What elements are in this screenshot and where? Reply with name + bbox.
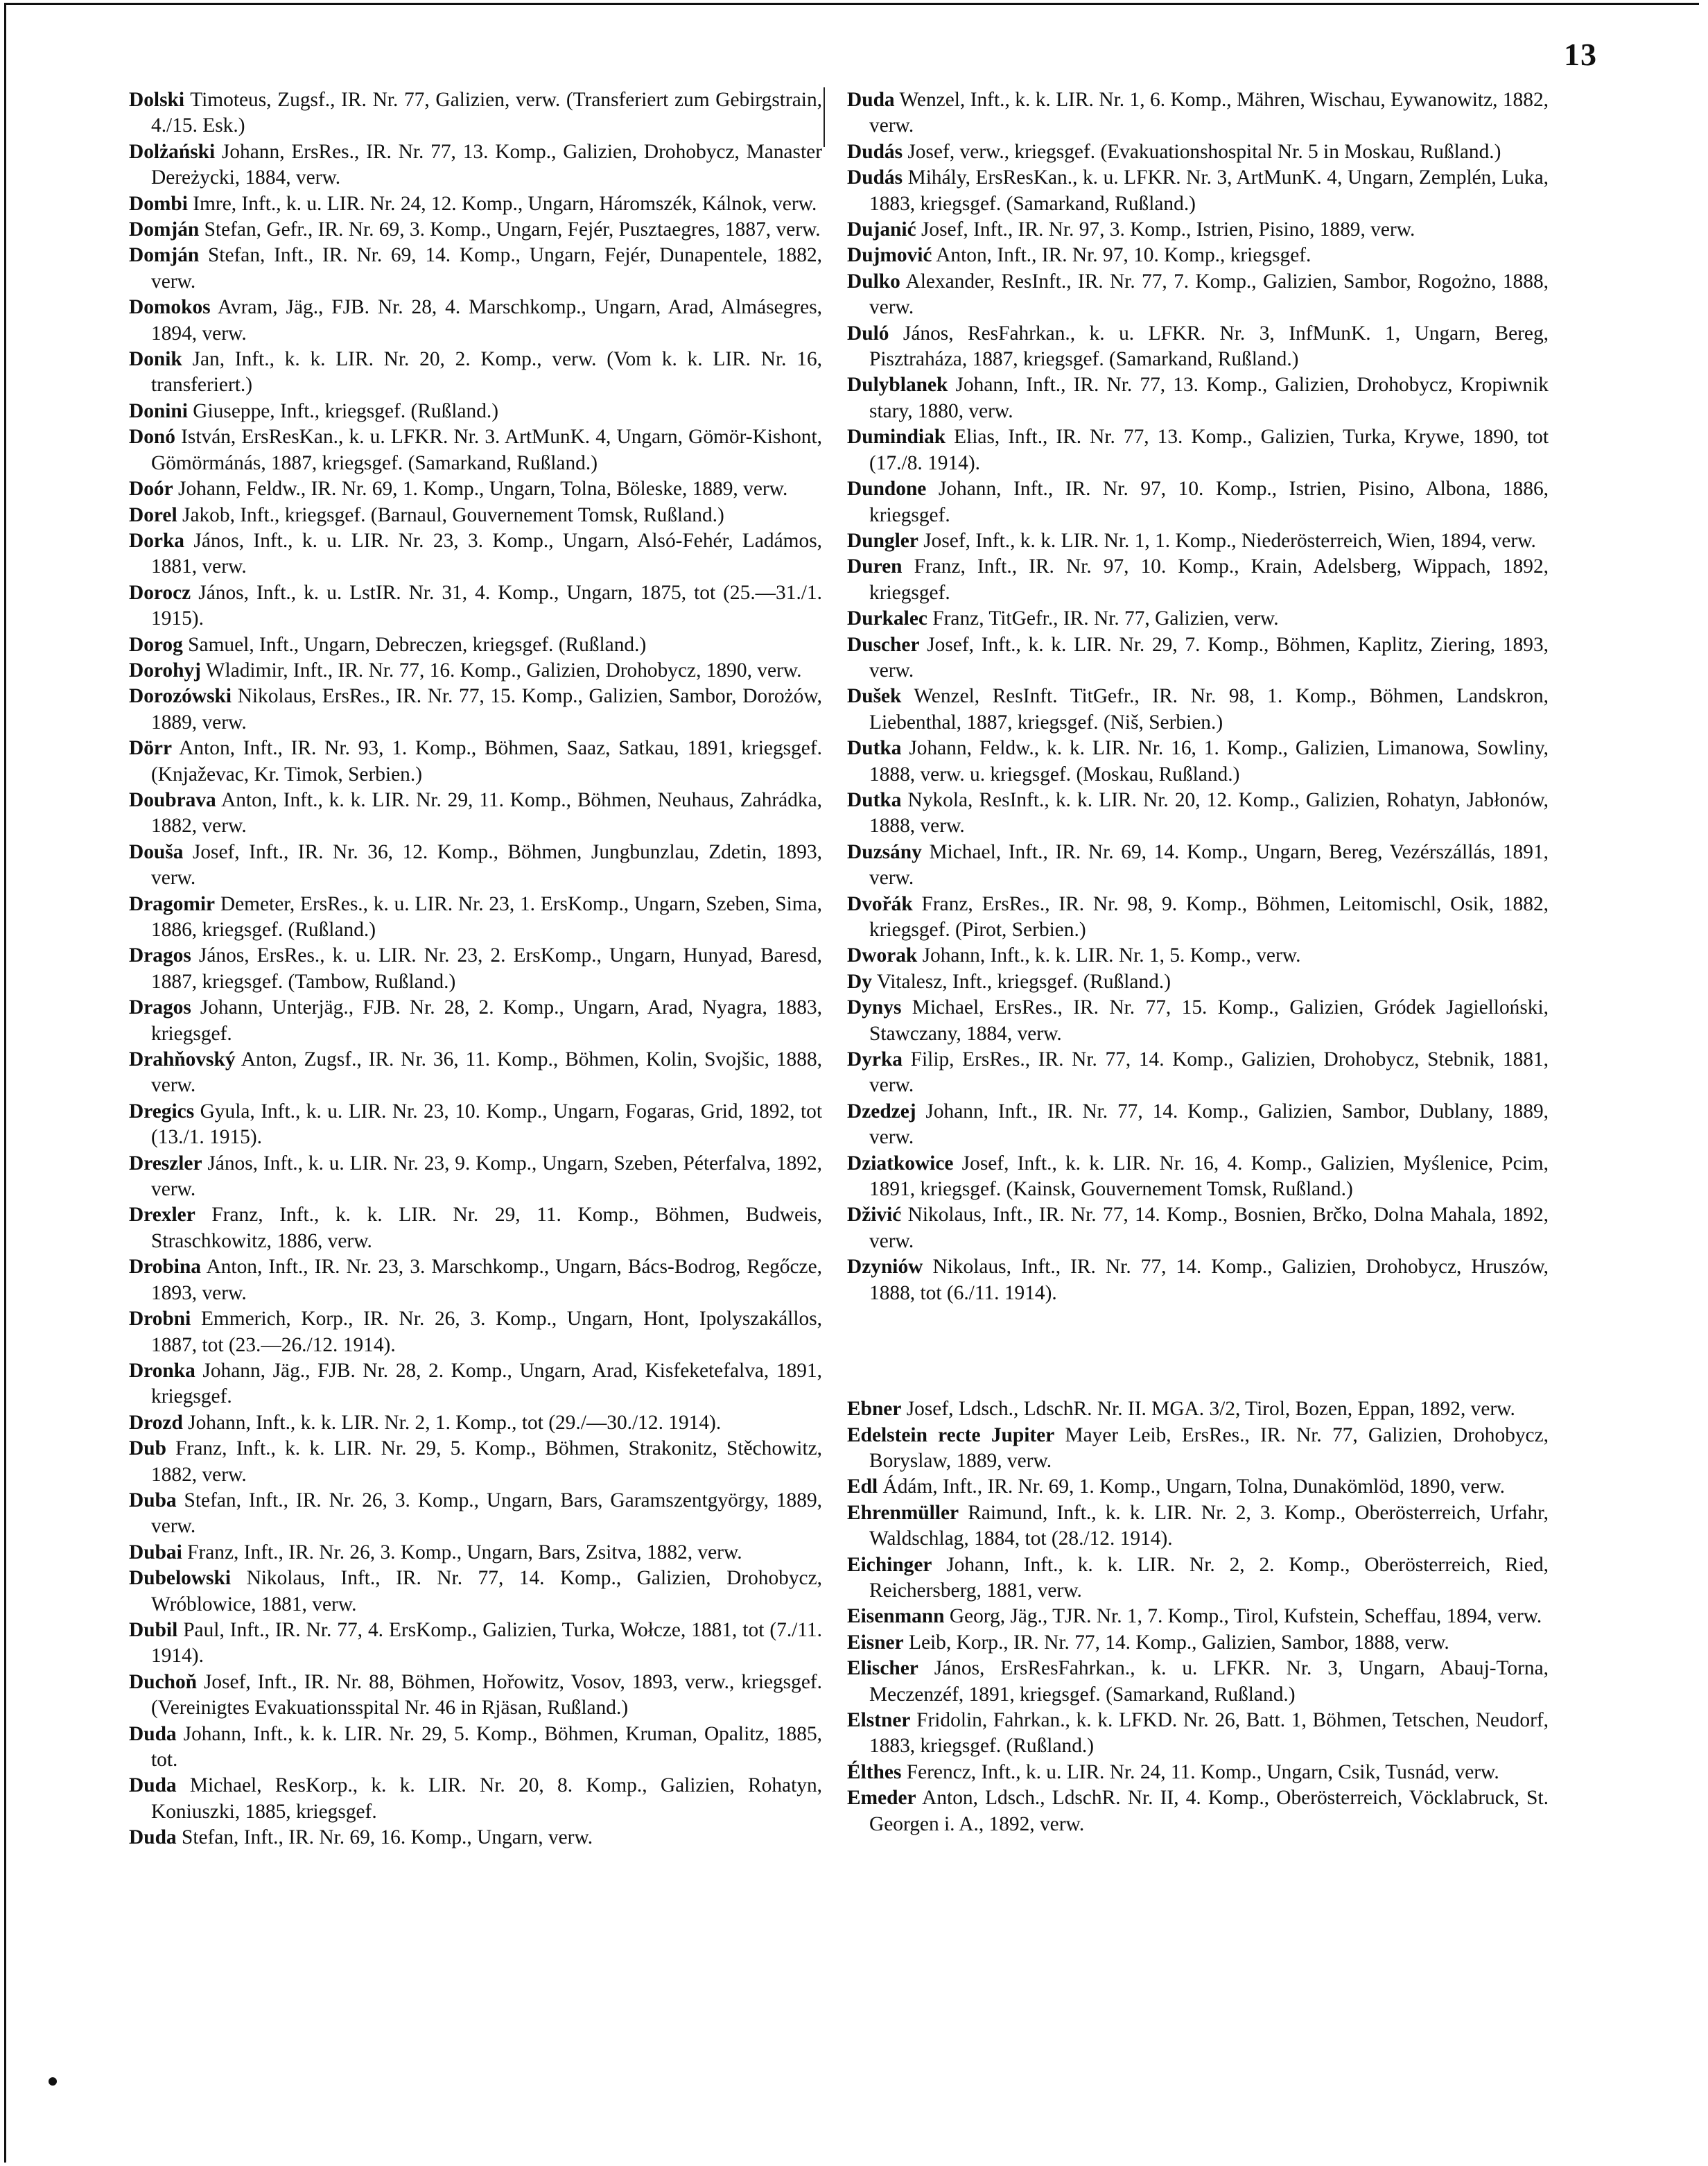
entry-surname: Dragos [129,996,191,1019]
entry-surname: Eisenmann [847,1605,945,1628]
entry-details: Franz, Inft., IR. Nr. 97, 10. Komp., Krain, Adelsberg, Wippach, 1892, kriegsgef. [869,555,1549,604]
register-entry [847,1396,1549,1422]
entry-surname: Duló [847,322,889,345]
register-entry [847,840,1549,892]
entry-surname: Duba [129,1489,177,1511]
entry-details: István, ErsResKan., k. u. LFKR. Nr. 3. ArtMunK. 4, Ungarn, Gömör-Kishont, Gömörmánás, 1887, kriegsgef. (Samarkand, Rußland.) [151,426,822,474]
entry-surname: Dörr [129,737,173,760]
entry-details: Paul, Inft., IR. Nr. 77, 4. ErsKomp., Galizien, Turka, Wołcze, 1881, tot (7./11. 1914). [151,1618,822,1667]
entry-details: Nikolaus, Inft., IR. Nr. 77, 14. Komp., Bosnien, Brčko, Dolna Mahala, 1892, verw. [869,1204,1549,1252]
entry-surname: Ebner [847,1398,902,1421]
entry-details: Ferencz, Inft., k. u. LIR. Nr. 24, 11. Komp., Ungarn, Csik, Tusnád, verw. [901,1760,1499,1783]
entry-details: Filip, ErsRes., IR. Nr. 77, 14. Komp., Galizien, Drohobycz, Stebnik, 1881, verw. [869,1048,1549,1097]
entry-surname: Elischer [847,1657,918,1680]
register-entry [129,943,822,995]
entry-details: Mayer Leib, ErsRes., IR. Nr. 77, Galizien, Drohobycz, Boryslaw, 1889, verw. [869,1423,1549,1472]
entry-surname: Duscher [847,633,920,656]
entry-surname: Dynys [847,996,902,1019]
register-entry [847,321,1549,373]
entry-details: Johann, Jäg., FJB. Nr. 28, 2. Komp., Ungarn, Arad, Kisfeketefalva, 1891, kriegsgef. [151,1359,822,1408]
entry-surname: Domján [129,244,200,267]
entry-surname: Eichinger [847,1553,932,1576]
entry-details: Franz, Inft., k. k. LIR. Nr. 29, 11. Komp., Böhmen, Budweis, Straschkowitz, 1886, verw. [151,1204,822,1252]
entry-surname: Dujmović [847,244,932,267]
register-entry [847,1630,1549,1656]
register-entry [129,1436,822,1488]
register-entry [847,736,1549,788]
right-column [847,87,1549,1837]
entry-surname: Dubil [129,1618,178,1641]
entry-details: Anton, Inft., IR. Nr. 23, 3. Marschkomp., Ungarn, Bács-Bodrog, Regőcze, 1893, verw. [151,1256,822,1304]
entry-details: Josef, Inft., k. k. LIR. Nr. 1, 1. Komp., Niederösterreich, Wien, 1894, verw. [918,529,1536,552]
entry-surname: Donó [129,426,175,449]
entry-details: Anton, Ldsch., LdschR. Nr. II, 4. Komp., Oberösterreich, Vöcklabruck, St. Georgen i. A., 1892, verw. [869,1787,1549,1835]
entry-surname: Duzsány [847,840,922,863]
entry-surname: Edelstein recte Jupiter [847,1423,1055,1446]
entry-details: János, ResFahrkan., k. u. LFKR. Nr. 3, InfMunK. 1, Ungarn, Bereg, Pisztraháza, 1887, kriegsgef. (Samarkand, Rußland.) [869,322,1549,371]
entry-surname: Domokos [129,296,211,319]
register-entry [129,1825,822,1851]
entry-details: Michael, ResKorp., k. k. LIR. Nr. 20, 8. Komp., Galizien, Rohatyn, Koniuszki, 1885, kriegsgef. [151,1774,822,1823]
register-entry [847,892,1549,944]
entry-details: Wenzel, Inft., k. k. LIR. Nr. 1, 6. Komp., Mähren, Wischau, Eywanowitz, 1882, verw. [869,89,1549,137]
register-entry [129,1202,822,1254]
register-entry [129,1540,822,1566]
entry-details: Jan, Inft., k. k. LIR. Nr. 20, 2. Komp., verw. (Vom k. k. LIR. Nr. 16, transferiert.) [151,348,822,397]
entry-details: Franz, Inft., k. k. LIR. Nr. 29, 5. Komp., Böhmen, Strakonitz, Stěchowitz, 1882, verw. [151,1437,822,1486]
entry-surname: Dulko [847,270,900,293]
register-entry [847,1254,1549,1306]
entry-details: Nykola, ResInft., k. k. LIR. Nr. 20, 12. Komp., Galizien, Rohatyn, Jabłonów, 1888, verw. [869,788,1549,838]
entry-details: Raimund, Inft., k. k. LIR. Nr. 2, 3. Komp., Oberösterreich, Urfahr, Waldschlag, 1884, tot (28./12. 1914). [869,1501,1549,1550]
entry-surname: Dronka [129,1359,195,1382]
register-entry [847,1099,1549,1151]
register-entry [847,788,1549,840]
entry-surname: Dub [129,1437,166,1460]
entry-details: Jakob, Inft., kriegsgef. (Barnaul, Gouvernement Tomsk, Rußland.) [177,503,724,526]
register-entry [847,684,1549,736]
entry-surname: Dubai [129,1541,182,1563]
register-entry [129,139,822,191]
register-entry [129,1618,822,1670]
entry-details: Timoteus, Zugsf., IR. Nr. 77, Galizien, verw. (Transferiert zum Gebirgstrain, 4./15. Esk.) [151,89,822,137]
entry-surname: Dudás [847,140,903,163]
register-entry [129,1410,822,1436]
register-entry [847,1151,1549,1203]
entry-details: Josef, Inft., IR. Nr. 97, 3. Komp., Istrien, Pisino, 1889, verw. [916,218,1415,241]
entry-details: Leib, Korp., IR. Nr. 77, 14. Komp., Galizien, Sambor, 1888, verw. [903,1631,1449,1654]
register-entry [847,943,1549,969]
entry-details: Samuel, Inft., Ungarn, Debreczen, kriegsgef. (Rußland.) [182,633,647,656]
entry-details: Ádám, Inft., IR. Nr. 69, 1. Komp., Ungarn, Tolna, Dunakömlöd, 1890, verw. [878,1475,1505,1498]
entry-surname: Dzyniów [847,1256,923,1279]
entry-surname: Edl [847,1475,878,1498]
entry-surname: Dulyblanek [847,374,948,397]
register-entry [129,1670,822,1722]
entry-details: Johann, Inft., k. k. LIR. Nr. 2, 2. Komp., Oberösterreich, Ried, Reichersberg, 1881, verw. [869,1553,1549,1602]
register-entry [129,788,822,840]
register-entry [129,684,822,736]
entry-details: Johann, Inft., k. k. LIR. Nr. 29, 5. Komp., Böhmen, Kruman, Opalitz, 1885, tot. [151,1722,822,1771]
entry-surname: Dungler [847,529,918,552]
register-entry [129,892,822,944]
section-gap [847,1306,1549,1396]
column-divider [824,87,825,147]
register-entry [847,139,1549,165]
register-entry [847,1047,1549,1099]
register-entry [129,87,822,139]
register-entry [129,1358,822,1410]
entry-surname: Drobina [129,1256,201,1279]
entry-details: Mihály, ErsResKan., k. u. LFKR. Nr. 3, ArtMunK. 4, Ungarn, Zemplén, Luka, 1883, kriegsgef. (Samarkand, Rußland.) [869,166,1549,215]
entry-details: Stefan, Inft., IR. Nr. 69, 16. Komp., Ungarn, verw. [176,1826,593,1849]
register-entry [129,476,822,502]
register-entry [129,503,822,528]
register-entry [847,1656,1549,1708]
entry-surname: Dyrka [847,1048,903,1071]
entry-details: Johann, Unterjäg., FJB. Nr. 28, 2. Komp., Ungarn, Arad, Nyagra, 1883, kriegsgef. [151,996,822,1045]
entry-surname: Drexler [129,1204,195,1227]
entry-surname: Douša [129,840,184,863]
entry-details: Vitalesz, Inft., kriegsgef. (Rußland.) [871,970,1171,993]
entry-surname: Dworak [847,944,918,967]
entry-surname: Dundone [847,478,927,501]
entry-details: Franz, ErsRes., IR. Nr. 98, 9. Komp., Böhmen, Leitomischl, Osik, 1882, kriegsgef. (Pirot, Serbien.) [869,892,1549,941]
entry-details: Franz, TitGefr., IR. Nr. 77, Galizien, verw. [927,607,1279,630]
entry-surname: Duda [129,1722,177,1745]
entry-surname: Dorka [129,529,185,552]
entry-surname: Dživić [847,1204,902,1227]
register-entry [847,1760,1549,1785]
entry-surname: Dutka [847,737,902,760]
register-entry [847,1423,1549,1475]
register-entry [847,1604,1549,1629]
entry-surname: Donik [129,348,182,371]
entry-details: Johann, Feldw., IR. Nr. 69, 1. Komp., Ungarn, Tolna, Böleske, 1889, verw. [173,478,788,501]
entry-surname: Elstner [847,1708,911,1731]
entry-details: János, ErsResFahrkan., k. u. LFKR. Nr. 3, Ungarn, Abauj-Torna, Meczenzéf, 1891, kriegsgef. (Samarkand, Rußland.) [869,1657,1549,1706]
entry-details: Emmerich, Korp., IR. Nr. 26, 3. Komp., Ungarn, Hont, Ipolyszakállos, 1887, tot (23.—26./12. 1914). [151,1308,822,1356]
register-entry [129,580,822,632]
entry-details: Johann, Inft., k. k. LIR. Nr. 1, 5. Komp., verw. [917,944,1301,967]
register-entry [129,191,822,217]
register-entry [847,606,1549,632]
entry-details: Josef, Inft., IR. Nr. 36, 12. Komp., Böhmen, Jungbunzlau, Zdetin, 1893, verw. [151,840,822,890]
entry-details: Franz, Inft., IR. Nr. 26, 3. Komp., Ungarn, Bars, Zsitva, 1882, verw. [182,1541,742,1563]
left-column [129,87,822,1851]
entry-surname: Dombi [129,192,188,215]
entry-details: János, Inft., k. u. LIR. Nr. 23, 3. Komp., Ungarn, Alsó-Fehér, Ladámos, 1881, verw. [151,529,822,578]
entry-details: János, Inft., k. u. LIR. Nr. 23, 9. Komp., Ungarn, Szeben, Péterfalva, 1892, verw. [151,1152,822,1201]
entry-details: Johann, Inft., IR. Nr. 77, 13. Komp., Galizien, Drohobycz, Kropiwnik stary, 1880, verw. [869,374,1549,422]
entry-details: Michael, Inft., IR. Nr. 69, 14. Komp., Ungarn, Bereg, Vezérszállás, 1891, verw. [869,840,1549,890]
entry-details: Stefan, Inft., IR. Nr. 26, 3. Komp., Ungarn, Bars, Garamszentgyörgy, 1889, verw. [151,1489,822,1538]
entry-details: Gyula, Inft., k. u. LIR. Nr. 23, 10. Komp., Ungarn, Fogaras, Grid, 1892, tot (13./1. 1915). [151,1100,822,1149]
entry-details: Demeter, ErsRes., k. u. LIR. Nr. 23, 1. ErsKomp., Ungarn, Szeben, Sima, 1886, kriegsgef. (Rußland.) [151,892,822,941]
margin-dot [49,2077,57,2086]
entry-details: Nikolaus, ErsRes., IR. Nr. 77, 15. Komp., Galizien, Sambor, Dorożów, 1889, verw. [151,685,822,734]
register-entry [847,476,1549,528]
entry-details: Stefan, Gefr., IR. Nr. 69, 3. Komp., Ungarn, Fejér, Pusztaegres, 1887, verw. [199,218,821,241]
register-entry [129,1306,822,1358]
register-entry [847,1202,1549,1254]
register-entry [847,165,1549,217]
register-entry [847,969,1549,995]
entry-details: Johann, ErsRes., IR. Nr. 77, 13. Komp., Galizien, Drohobycz, Manaster Dereżycki, 1884, verw. [151,140,822,189]
entry-details: Avram, Jäg., FJB. Nr. 28, 4. Marschkomp., Ungarn, Arad, Almásegres, 1894, verw. [151,296,822,345]
entry-surname: Dujanić [847,218,916,241]
entry-details: Alexander, ResInft., IR. Nr. 77, 7. Komp., Galizien, Sambor, Rogożno, 1888, verw. [869,270,1549,319]
entry-surname: Dolski [129,89,185,111]
register-entry [847,372,1549,424]
register-entry [847,632,1549,684]
entry-details: Anton, Inft., k. k. LIR. Nr. 29, 11. Komp., Böhmen, Neuhaus, Zahrádka, 1882, verw. [151,788,822,838]
entry-details: Johann, Inft., IR. Nr. 77, 14. Komp., Galizien, Sambor, Dublany, 1889, verw. [869,1100,1549,1149]
entry-details: Imre, Inft., k. u. LIR. Nr. 24, 12. Komp., Ungarn, Háromszék, Kálnok, verw. [187,192,817,215]
entry-surname: Dreszler [129,1152,202,1175]
register-entry [129,1722,822,1774]
entry-details: Josef, Inft., k. k. LIR. Nr. 16, 4. Komp., Galizien, Myślenice, Pcim, 1891, kriegsgef. (Kainsk, Gouvernement Tomsk, Rußland.) [869,1152,1549,1201]
entry-details: Wladimir, Inft., IR. Nr. 77, 16. Komp., Galizien, Drohobycz, 1890, verw. [200,659,802,682]
register-entry [847,1552,1549,1604]
entry-surname: Dubelowski [129,1567,231,1590]
entry-details: Anton, Inft., IR. Nr. 97, 10. Komp., kriegsgef. [932,244,1312,267]
entry-surname: Drobni [129,1308,191,1331]
entry-surname: Duren [847,555,903,578]
register-entry [847,217,1549,243]
entry-surname: Drahňovský [129,1048,236,1071]
entry-surname: Dušek [847,685,902,708]
entry-surname: Dolżański [129,140,216,163]
register-entry [129,1566,822,1618]
register-entry [129,424,822,476]
entry-details: Anton, Zugsf., IR. Nr. 36, 11. Komp., Böhmen, Kolin, Svojšic, 1888, verw. [151,1048,822,1097]
register-entry [129,295,822,347]
entry-details: Josef, Ldsch., LdschR. Nr. II. MGA. 3/2, Tirol, Bozen, Eppan, 1892, verw. [901,1398,1515,1421]
register-entry [847,1785,1549,1837]
entry-surname: Dorog [129,633,183,656]
register-entry [129,1773,822,1825]
entry-surname: Dzedzej [847,1100,916,1123]
register-entry [129,243,822,295]
entry-details: Elias, Inft., IR. Nr. 77, 13. Komp., Galizien, Turka, Krywe, 1890, tot (17./8. 1914). [869,426,1549,474]
entry-surname: Emeder [847,1787,916,1810]
register-entry [847,554,1549,606]
entry-details: Johann, Inft., k. k. LIR. Nr. 2, 1. Komp., tot (29./—30./12. 1914). [182,1411,722,1434]
entries-e-section [847,1396,1549,1837]
entry-details: Josef, verw., kriegsgef. (Evakuationshospital Nr. 5 in Moskau, Rußland.) [903,140,1501,163]
entry-details: Fridolin, Fahrkan., k. k. LFKD. Nr. 26, Batt. 1, Böhmen, Tetschen, Neudorf, 1883, kriegsgef. (Rußland.) [869,1708,1549,1758]
register-entry [847,1474,1549,1500]
entry-surname: Duda [129,1826,177,1849]
entry-surname: Dragos [129,944,191,967]
register-entry [847,269,1549,321]
register-entry [847,243,1549,268]
register-entry [129,1047,822,1099]
register-entry [129,399,822,424]
entry-surname: Drozd [129,1411,183,1434]
register-entry [129,1254,822,1306]
register-entry [129,1151,822,1203]
entry-details: Josef, Inft., IR. Nr. 88, Böhmen, Hořowitz, Vosov, 1893, verw., kriegsgef. (Vereinigtes Evakuationsspital Nr. 46 in Rjäsan, Rußland.) [151,1670,822,1719]
entry-surname: Eisner [847,1631,904,1654]
entry-surname: Doór [129,478,173,501]
register-entry [129,658,822,684]
entry-surname: Dumindiak [847,426,946,449]
entry-surname: Ehrenmüller [847,1501,959,1524]
register-entry [129,1488,822,1540]
entry-surname: Durkalec [847,607,927,630]
register-entry [847,424,1549,476]
entry-surname: Dorocz [129,581,191,604]
register-entry [129,632,822,658]
page-number: 13 [1564,37,1597,72]
register-entry [129,528,822,580]
entry-surname: Dutka [847,788,902,811]
entry-surname: Dorozówski [129,685,232,708]
entry-surname: Dziatkowice [847,1152,954,1175]
entry-details: Nikolaus, Inft., IR. Nr. 77, 14. Komp., Galizien, Drohobycz, Wróblowice, 1881, verw. [151,1567,822,1615]
entry-surname: Doubrava [129,788,216,811]
entry-details: Michael, ErsRes., IR. Nr. 77, 15. Komp., Galizien, Gródek Jagielloński, Stawczany, 1884, verw. [869,996,1549,1045]
entry-surname: Dregics [129,1100,195,1123]
entries-d-section [847,87,1549,1306]
register-entry [847,87,1549,139]
entry-surname: Domján [129,218,200,241]
register-entry [129,840,822,892]
entry-details: Josef, Inft., k. k. LIR. Nr. 29, 7. Komp., Böhmen, Kaplitz, Ziering, 1893, verw. [869,633,1549,682]
entry-details: Johann, Inft., IR. Nr. 97, 10. Komp., Istrien, Pisino, Albona, 1886, kriegsgef. [869,478,1549,526]
entry-surname: Dy [847,970,872,993]
register-entry [129,995,822,1047]
entry-surname: Élthes [847,1760,902,1783]
register-entry [847,1500,1549,1552]
register-entry [129,736,822,788]
entry-surname: Duda [129,1774,177,1797]
entry-surname: Dvořák [847,892,913,915]
entry-details: Giuseppe, Inft., kriegsgef. (Rußland.) [187,399,499,422]
entry-surname: Dorel [129,503,177,526]
entry-details: Georg, Jäg., TJR. Nr. 1, 7. Komp., Tirol, Kufstein, Scheffau, 1894, verw. [944,1605,1542,1628]
register-entry [847,995,1549,1047]
entry-surname: Duda [847,89,895,111]
entry-details: Stefan, Inft., IR. Nr. 69, 14. Komp., Ungarn, Fejér, Dunapentele, 1882, verw. [151,244,822,293]
register-entry [129,1099,822,1151]
register-entry [129,347,822,399]
entry-details: Nikolaus, Inft., IR. Nr. 77, 14. Komp., Galizien, Drohobycz, Hruszów, 1888, tot (6./11. 1914). [869,1256,1549,1304]
entry-details: Anton, Inft., IR. Nr. 93, 1. Komp., Böhmen, Saaz, Satkau, 1891, kriegsgef. (Knjaževac, Kr. Timok, Serbien.) [151,737,822,786]
register-entry [847,528,1549,554]
entry-details: János, ErsRes., k. u. LIR. Nr. 23, 2. ErsKomp., Ungarn, Hunyad, Baresd, 1887, kriegsgef. (Tambow, Rußland.) [151,944,822,993]
entry-surname: Dragomir [129,892,216,915]
register-entry [129,217,822,243]
entry-surname: Dorohyj [129,659,201,682]
entry-surname: Dudás [847,166,903,189]
register-entry [847,1708,1549,1760]
entry-details: Wenzel, ResInft. TitGefr., IR. Nr. 98, 1. Komp., Böhmen, Landskron, Liebenthal, 1887, kriegsgef. (Niš, Serbien.) [869,685,1549,734]
entry-details: János, Inft., k. u. LstIR. Nr. 31, 4. Komp., Ungarn, 1875, tot (25.—31./1. 1915). [151,581,822,630]
entry-surname: Donini [129,399,188,422]
entry-surname: Duchoň [129,1670,198,1693]
entry-details: Johann, Feldw., k. k. LIR. Nr. 16, 1. Komp., Galizien, Limanowa, Sowliny, 1888, verw. u. kriegsgef. (Moskau, Rußland.) [869,737,1549,786]
